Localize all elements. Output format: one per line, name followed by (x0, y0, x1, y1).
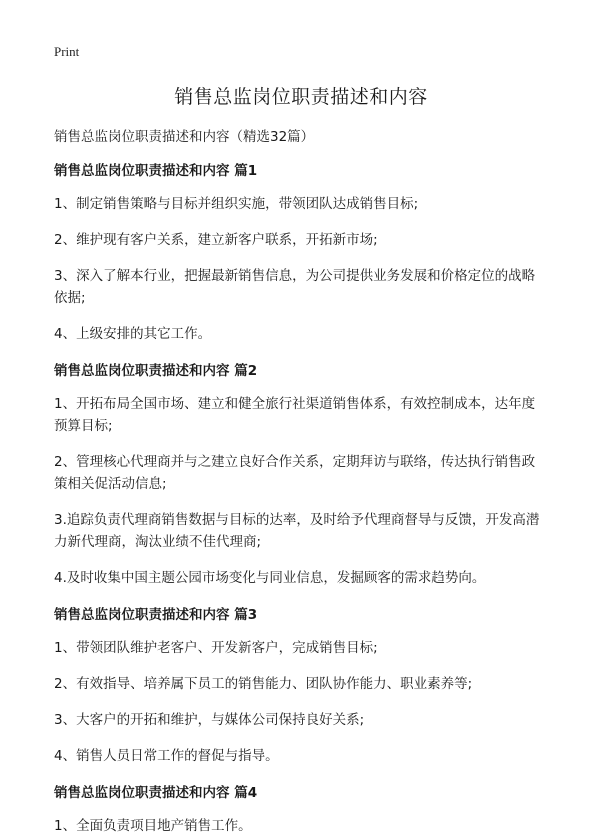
section-heading: 销售总监岗位职责描述和内容 篇3 (54, 607, 258, 623)
section-paragraph: 2、管理核心代理商并与之建立良好合作关系，定期拜访与联络，传达执行销售政策相关促活动信息; (54, 454, 536, 492)
section-paragraph: 3、深入了解本行业，把握最新销售信息，为公司提供业务发展和价格定位的战略依据; (54, 268, 536, 306)
section-paragraph: 4、上级安排的其它工作。 (54, 326, 212, 342)
section-paragraph: 4.及时收集中国主题公园市场变化与同业信息，发掘顾客的需求趋势向。 (54, 570, 486, 586)
print-link[interactable]: Print (54, 44, 80, 59)
section-heading: 销售总监岗位职责描述和内容 篇1 (54, 163, 258, 179)
section-3 (54, 603, 548, 767)
document-subtitle: 销售总监岗位职责描述和内容（精选32篇） (54, 129, 315, 145)
section-heading: 销售总监岗位职责描述和内容 篇2 (54, 363, 258, 379)
section-paragraph: 2、维护现有客户关系，建立新客户联系，开拓新市场; (54, 232, 378, 248)
section-2 (54, 359, 548, 589)
page-title: 销售总监岗位职责描述和内容 (174, 86, 428, 108)
section-paragraph: 2、有效指导、培养属下员工的销售能力、团队协作能力、职业素养等; (54, 676, 473, 692)
section-paragraph: 1、带领团队维护老客户、开发新客户，完成销售目标; (54, 640, 378, 656)
section-paragraph: 1、全面负责项目地产销售工作。 (54, 818, 252, 834)
section-4 (54, 781, 548, 837)
section-paragraph: 1、制定销售策略与目标并组织实施，带领团队达成销售目标; (54, 196, 419, 212)
section-paragraph: 3.追踪负责代理商销售数据与目标的达率，及时给予代理商督导与反馈，开发高潜力新代理商，淘汰业绩不佳代理商; (54, 512, 540, 550)
section-heading: 销售总监岗位职责描述和内容 篇4 (54, 785, 258, 801)
section-paragraph: 3、大客户的开拓和维护，与媒体公司保持良好关系; (54, 712, 365, 728)
section-paragraph: 4、销售人员日常工作的督促与指导。 (54, 748, 279, 764)
section-paragraph: 1、开拓布局全国市场、建立和健全旅行社渠道销售体系，有效控制成本，达年度预算目标; (54, 396, 536, 434)
section-1 (54, 159, 548, 345)
